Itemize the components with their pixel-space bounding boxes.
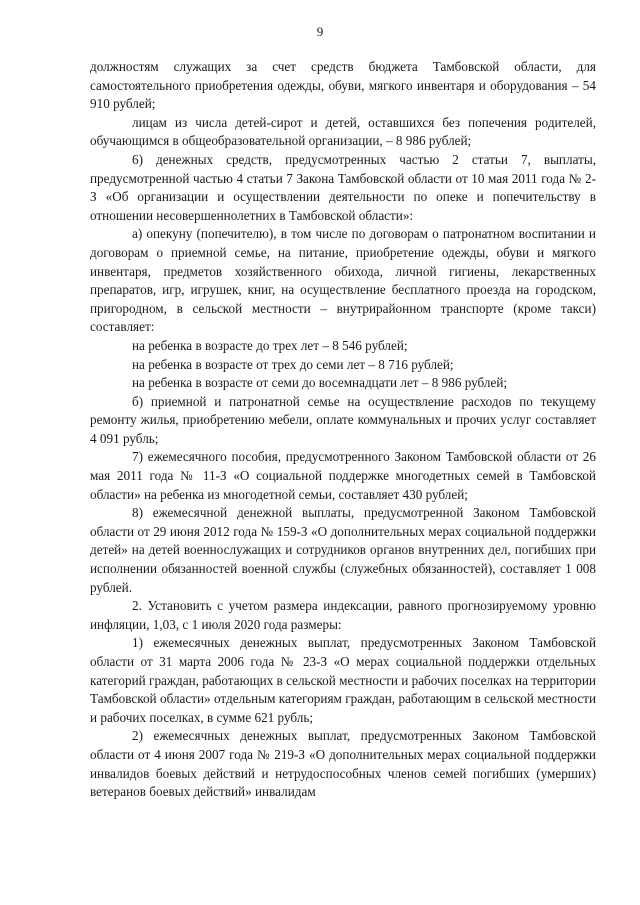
list-item: на ребенка в возрасте от семи до восемнадцати лет – 8 986 рублей; — [132, 375, 508, 391]
document-body — [90, 58, 596, 802]
paragraph: должностям служащих за счет средств бюджета Тамбовской области, для самостоятельного приобретения одежды, обуви, мягкого инвентаря и оборудования – 54 910 рублей; — [90, 59, 596, 112]
paragraph: 6) денежных средств, предусмотренных частью 2 статьи 7, выплаты, предусмотренной частью 4 статьи 7 Закона Тамбовской области от 10 мая 2011 года № 2-З «Об организации и осуществлении деятельности по опеке и попечительству в отношении несовершеннолетних в Тамбовской области»: — [90, 151, 596, 223]
paragraph: 1) ежемесячных денежных выплат, предусмотренных Законом Тамбовской области от 31 марта 2006 года № 23-З «О мерах социальной поддержки отдельных категорий граждан, работающих в сельской местности и рабочих поселках на территории Тамбовской области» отдельным категориям граждан, работающим в сельской местности и рабочих поселках, в сумме 621 рубль; — [90, 635, 596, 725]
paragraph: 8) ежемесячной денежной выплаты, предусмотренной Законом Тамбовской области от 29 июня 2012 года № 159-З «О дополнительных мерах социальной поддержки детей» на детей военнослужащих и сотрудников органов внутренних дел, погибших при исполнении обязанностей военной службы (служебных обязанностей), составляет 1 008 рублей. — [90, 505, 596, 595]
paragraph: 7) ежемесячного пособия, предусмотренного Законом Тамбовской области от 26 мая 2011 года № 11-З «О социальной поддержке многодетных семей в Тамбовской области» на ребенка из многодетной семьи, составляет 430 рублей; — [90, 449, 596, 502]
list-item: на ребенка в возрасте до трех лет – 8 546 рублей; — [132, 337, 408, 353]
paragraph: лицам из числа детей-сирот и детей, оставшихся без попечения родителей, обучающимся в общеобразовательной организации, – 8 986 рублей; — [90, 114, 596, 149]
paragraph: б) приемной и патронатной семье на осуществление расходов по текущему ремонту жилья, приобретению мебели, оплате коммунальных и прочих услуг составляет 4 091 рубль; — [90, 393, 596, 446]
page-number: 9 — [316, 24, 324, 39]
paragraph: 2. Установить с учетом размера индексации, равного прогнозируемому уровню инфляции, 1,03, с 1 июля 2020 года размеры: — [90, 598, 596, 632]
paragraph: а) опекуну (попечителю), в том числе по договорам о патронатном воспитании и договорам о приемной семье, на питание, приобретение одежды, обуви и мягкого инвентаря, предметов хозяйственного обихода, личной гигиены, лекарственных препаратов, игр, игрушек, книг, на осуществление бесплатного проезда на городском, пригородном, в сельской местности – внутрирайонном транспорте (кроме такси) составляет: — [90, 226, 596, 335]
paragraph: 2) ежемесячных денежных выплат, предусмотренных Законом Тамбовской области от 4 июня 2007 года № 219-З «О дополнительных мерах социальной поддержки инвалидов боевых действий и нетрудоспособных членов семей погибших (умерших) ветеранов боевых действий» инвалидам — [90, 728, 596, 800]
list-item: на ребенка в возрасте от трех до семи лет – 8 716 рублей; — [132, 356, 454, 372]
